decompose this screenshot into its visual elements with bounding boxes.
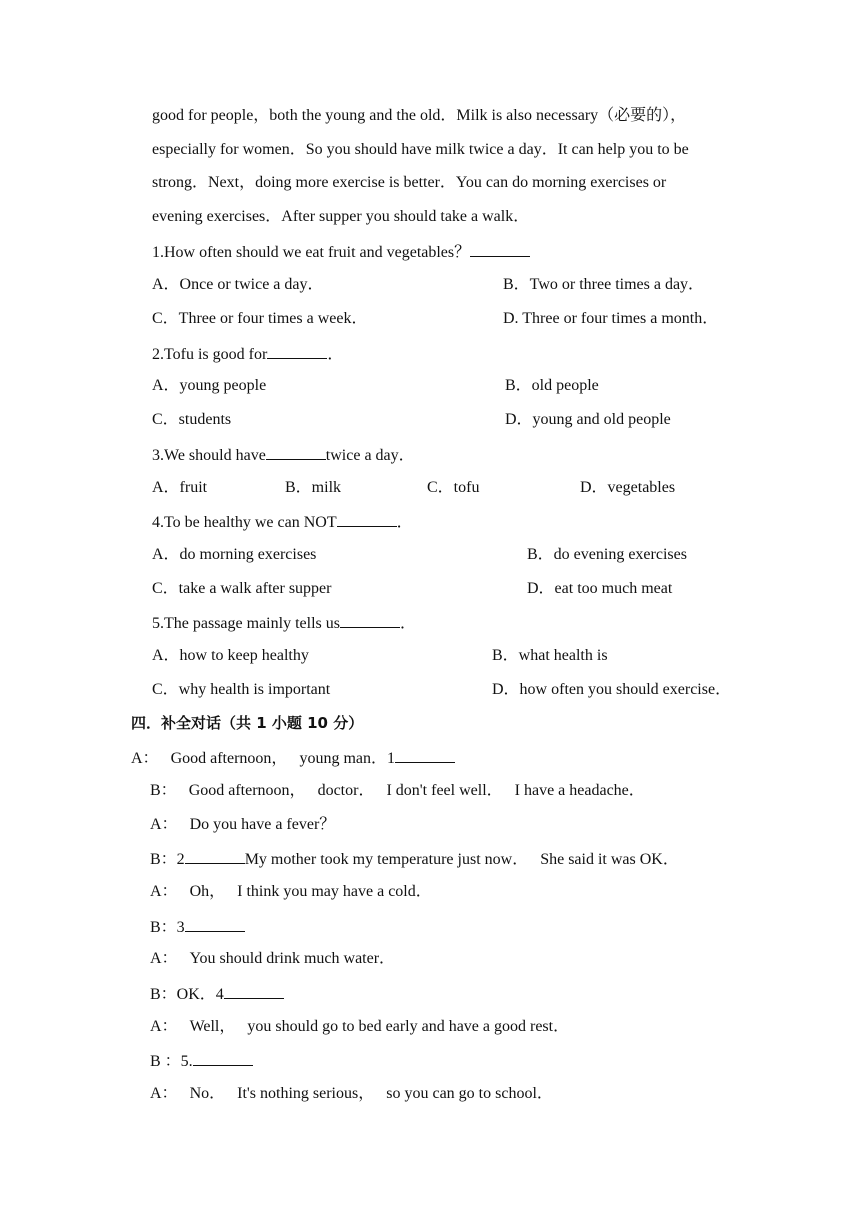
option-d: D. Three or four times a month． — [503, 310, 719, 327]
dialogue-line-5 — [150, 882, 432, 902]
dialogue-text: you should go to bed early and have a good rest． — [247, 1018, 570, 1035]
section-heading — [131, 713, 363, 733]
option-d: D．vegetables — [580, 479, 676, 496]
speaker: A： — [150, 1085, 178, 1102]
option-c: C．why health is important — [152, 681, 331, 698]
dialogue-text: I think you may have a cold． — [237, 883, 432, 900]
option-a: A．do morning exercises — [152, 546, 317, 563]
dialogue-line-8 — [150, 983, 284, 1003]
answer-blank[interactable] — [193, 1050, 253, 1066]
passage-line: strong．Next，doing more exercise is better．You can do morning exercises or — [152, 174, 667, 192]
section-heading-score: 10 — [307, 714, 328, 732]
dialogue-line-1 — [131, 747, 455, 767]
speaker: A： — [131, 750, 159, 767]
dialogue-text: I don't feel well． — [386, 782, 503, 799]
dialogue-line-4 — [150, 848, 679, 868]
answer-blank[interactable] — [185, 916, 245, 932]
answer-blank[interactable] — [395, 747, 455, 763]
dialogue-line-9 — [150, 1017, 569, 1037]
option-c: C．tofu — [427, 479, 480, 496]
option-a: A．how to keep healthy — [152, 647, 309, 664]
dialogue-text: Good afternoon， — [170, 750, 288, 767]
option-d: D．eat too much meat — [527, 580, 673, 597]
dialogue-text: Oh， — [189, 883, 226, 900]
speaker: B：2 — [150, 851, 185, 868]
passage-line: good for people，both the young and the old．Milk is also necessary（必要的）， — [152, 107, 687, 124]
speaker: A： — [150, 1018, 178, 1035]
dialogue-text: Well， — [189, 1018, 236, 1035]
dialogue-text: No． — [189, 1085, 226, 1102]
speaker: B： — [150, 782, 177, 799]
answer-blank[interactable] — [470, 241, 530, 257]
question-stem-text: 4.To be healthy we can NOT — [152, 514, 337, 531]
option-c: C．students — [152, 411, 232, 428]
speaker: A： — [150, 950, 178, 967]
question-stem-after: ． — [396, 514, 413, 531]
speaker: A： — [150, 883, 178, 900]
answer-blank[interactable] — [266, 444, 326, 460]
passage — [152, 106, 732, 241]
option-b: B．old people — [505, 377, 599, 394]
dialogue-text: Good afternoon， — [188, 782, 306, 799]
dialogue-text: Do you have a fever？ — [189, 816, 336, 833]
dialogue-line-3 — [150, 815, 335, 835]
speaker: B：OK．4 — [150, 986, 224, 1003]
dialogue-text: I have a headache． — [514, 782, 645, 799]
section-heading-suffix: 分） — [328, 714, 364, 732]
answer-blank[interactable] — [224, 983, 284, 999]
question-5-stem — [152, 612, 416, 632]
option-d: D．young and old people — [505, 411, 671, 428]
question-stem-text: 3.We should have — [152, 447, 266, 464]
question-stem-text: 1.How often should we eat fruit and vegetables？ — [152, 244, 471, 261]
dialogue-line-2 — [150, 781, 645, 801]
question-4-stem — [152, 511, 413, 531]
dialogue-line-7 — [150, 949, 395, 969]
dialogue-line-11 — [150, 1084, 553, 1104]
option-b: B．what health is — [492, 647, 608, 664]
answer-blank[interactable] — [340, 612, 400, 628]
question-stem-after: ． — [399, 615, 416, 632]
speaker: A： — [150, 816, 178, 833]
question-stem-after: ． — [327, 346, 344, 363]
section-heading-prefix: 四．补全对话（共 — [131, 714, 257, 732]
dialogue-text: doctor． — [317, 782, 375, 799]
section-heading-count: 1 — [256, 714, 267, 732]
dialogue-text: My mother took my temperature just now． She said it was OK． — [244, 851, 679, 868]
answer-blank[interactable] — [185, 848, 245, 864]
question-3-stem — [152, 444, 415, 464]
option-c: C．take a walk after supper — [152, 580, 332, 597]
answer-blank[interactable] — [267, 343, 327, 359]
question-stem-text: 2.Tofu is good for — [152, 346, 268, 363]
passage-line: evening exercises．After supper you should take a walk． — [152, 208, 530, 226]
option-b: B．do evening exercises — [527, 546, 687, 563]
option-a: A．Once or twice a day． — [152, 276, 324, 293]
dialogue-text: young man．1 — [299, 750, 395, 767]
dialogue-line-6 — [150, 916, 245, 936]
question-stem-after: twice a day． — [325, 447, 415, 464]
option-a: A．fruit — [152, 479, 208, 496]
dialogue-line-10 — [150, 1050, 253, 1070]
question-1-stem — [152, 241, 530, 261]
option-c: C．Three or four times a week． — [152, 310, 368, 327]
question-2-stem — [152, 343, 343, 363]
dialogue-text: You should drink much water． — [189, 950, 396, 967]
question-stem-text: 5.The passage mainly tells us — [152, 615, 340, 632]
section-heading-mid: 小题 — [266, 714, 308, 732]
answer-blank[interactable] — [337, 511, 397, 527]
dialogue-text: It's nothing serious， — [237, 1085, 375, 1102]
speaker: B ：5. — [150, 1053, 193, 1070]
option-b: B．milk — [285, 479, 342, 496]
passage-line: especially for women．So you should have milk twice a day．It can help you to be — [152, 140, 689, 158]
option-a: A．young people — [152, 377, 267, 394]
speaker: B：3 — [150, 919, 185, 936]
option-b: B．Two or three times a day． — [503, 276, 705, 293]
dialogue-text: so you can go to school． — [386, 1085, 553, 1102]
option-d: D．how often you should exercise． — [492, 681, 732, 698]
